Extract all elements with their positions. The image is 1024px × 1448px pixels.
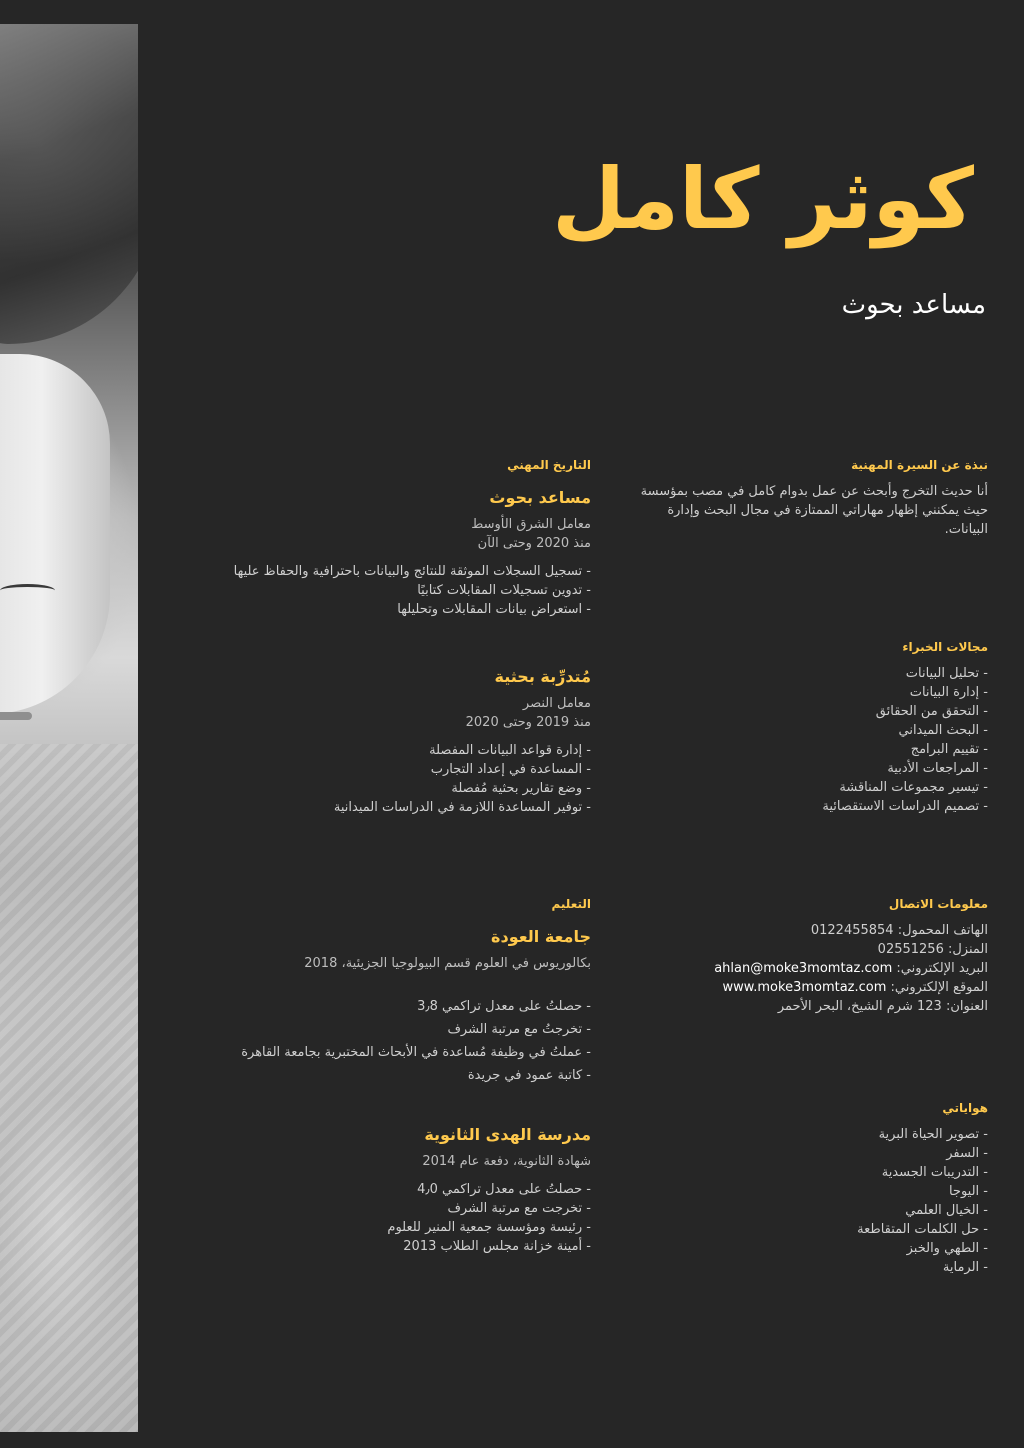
history-section [191, 458, 591, 817]
list-item: - تخرجتُ مع مرتبة الشرف [31, 1018, 591, 1041]
mobile-value: 0122455854 [810, 923, 894, 938]
contact-site [626, 978, 988, 997]
photo-lip [0, 712, 32, 720]
job-entry-period: منذ 2019 وحتى 2020 [465, 715, 591, 730]
site-label: الموقع الإلكتروني: [890, 980, 988, 995]
email-link[interactable]: ahlan@moke3momtaz.com [714, 961, 893, 976]
list-item: - تصوير الحياة البرية [626, 1125, 988, 1144]
list-item: - المساعدة في إعداد التجارب [191, 760, 591, 779]
contact-address [626, 997, 988, 1016]
list-item: - رئيسة ومؤسسة جمعية المنير للعلوم [31, 1218, 591, 1237]
contact-heading: معلومات الاتصال [888, 897, 988, 911]
list-item: - الرماية [626, 1258, 988, 1277]
list-item: - تصميم الدراسات الاستقصائية [626, 797, 988, 816]
expertise-heading: مجالات الخبراء [902, 640, 988, 654]
home-label: المنزل: [947, 942, 988, 957]
history-heading: التاريخ المهني [507, 458, 591, 472]
contact-email [626, 959, 988, 978]
list-item: - تخرجت مع مرتبة الشرف [31, 1199, 591, 1218]
school-degree: شهادة الثانوية، دفعة عام 2014 [422, 1154, 591, 1169]
list-item: - تيسير مجموعات المناقشة [626, 778, 988, 797]
school-entry [31, 1125, 591, 1256]
list-item: - تحليل البيانات [626, 664, 988, 683]
school-list [31, 995, 591, 1087]
list-item: - التدريبات الجسدية [626, 1163, 988, 1182]
list-item: - التحقق من الحقائق [626, 702, 988, 721]
job-entry [191, 488, 591, 619]
home-value: 02551256 [877, 942, 944, 957]
list-item: - السفر [626, 1144, 988, 1163]
contact-section [626, 897, 988, 1016]
job-entry-title: مُتدرِّبة بحثية [494, 667, 591, 686]
expertise-list [626, 664, 988, 816]
hobbies-section [626, 1101, 988, 1277]
list-item: - كاتبة عمود في جريدة [31, 1064, 591, 1087]
list-item: - المراجعات الأدبية [626, 759, 988, 778]
list-item: - تدوين تسجيلات المقابلات كتابيًا [191, 581, 591, 600]
job-entry-list [191, 562, 591, 619]
list-item: - البحث الميداني [626, 721, 988, 740]
list-item: - الخيال العلمي [626, 1201, 988, 1220]
list-item: - إدارة قواعد البيانات المفصلة [191, 741, 591, 760]
school-name: مدرسة الهدى الثانوية [424, 1125, 591, 1144]
address-value: 123 شرم الشيخ، البحر الأحمر [777, 999, 942, 1014]
contact-mobile [626, 921, 988, 940]
job-entry-org: معامل النصر [522, 696, 591, 711]
profile-section [626, 458, 988, 539]
list-item: - حل الكلمات المتقاطعة [626, 1220, 988, 1239]
job-entry-list [191, 741, 591, 817]
job-title: مساعد بحوث [841, 290, 986, 320]
school-name: جامعة العودة [491, 927, 591, 946]
website-link[interactable]: www.moke3momtaz.com [722, 980, 887, 995]
photo-eye [0, 584, 55, 597]
list-item: - اليوجا [626, 1182, 988, 1201]
job-entry [191, 667, 591, 817]
expertise-section [626, 640, 988, 816]
list-item: - استعراض بيانات المقابلات وتحليلها [191, 600, 591, 619]
list-item: - وضع تقارير بحثية مُفصلة [191, 779, 591, 798]
hobbies-list [626, 1125, 988, 1277]
profile-text: أنا حديث التخرج وأبحث عن عمل بدوام كامل في مصب بمؤسسة حيث يمكنني إظهار مهاراتي الممتازة في مجال البحث وإدارة البيانات. [640, 484, 988, 537]
list-item: - عملتُ في وظيفة مُساعدة في الأبحاث المختبرية بجامعة القاهرة [31, 1041, 591, 1064]
list-item: - تسجيل السجلات الموثقة للنتائج والبيانات باحترافية والحفاظ عليها [191, 562, 591, 581]
list-item: - حصلتُ على معدل تراكمي 4٫0 [31, 1180, 591, 1199]
photo-hair [0, 24, 138, 344]
list-item: - الطهي والخبز [626, 1239, 988, 1258]
education-heading: التعليم [551, 897, 591, 911]
list-item: - إدارة البيانات [626, 683, 988, 702]
mobile-label: الهاتف المحمول: [897, 923, 988, 938]
school-list [31, 1180, 591, 1256]
school-entry [31, 927, 591, 1087]
list-item: - أمينة خزانة مجلس الطلاب 2013 [31, 1237, 591, 1256]
email-label: البريد الإلكتروني: [896, 961, 988, 976]
job-entry-title: مساعد بحوث [489, 488, 591, 507]
hobbies-heading: هواياتي [942, 1101, 988, 1115]
contact-home [626, 940, 988, 959]
list-item: - توفير المساعدة اللازمة في الدراسات الميدانية [191, 798, 591, 817]
job-entry-org: معامل الشرق الأوسط [471, 517, 591, 532]
list-item: - حصلتُ على معدل تراكمي 3٫8 [31, 995, 591, 1018]
person-name: كوثر كامل [552, 150, 974, 248]
address-label: العنوان: [945, 999, 988, 1014]
education-section [31, 897, 591, 1256]
list-item: - تقييم البرامج [626, 740, 988, 759]
school-degree: بكالوريوس في العلوم قسم البيولوجيا الجزيئية، 2018 [304, 956, 591, 971]
profile-heading: نبذة عن السيرة المهنية [851, 458, 988, 472]
photo-face [0, 354, 110, 714]
job-entry-period: منذ 2020 وحتى الآن [477, 536, 591, 551]
